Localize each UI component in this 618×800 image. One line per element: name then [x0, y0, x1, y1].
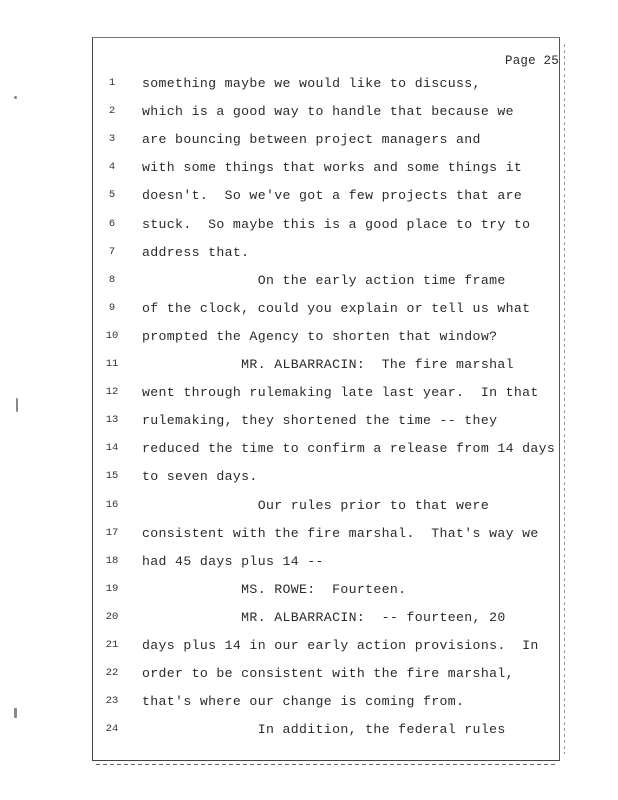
transcript-line: something maybe we would like to discuss,: [142, 76, 481, 91]
line-number: 17: [105, 526, 119, 539]
transcript-line: that's where our change is coming from.: [142, 694, 465, 710]
line-number: 3: [108, 133, 116, 146]
line-number: 23: [105, 695, 119, 708]
transcript-line: order to be consistent with the fire marshal,: [142, 666, 514, 682]
line-number: 20: [105, 610, 119, 623]
transcript-line: stuck. So maybe this is a good place to try to: [142, 216, 531, 232]
transcript-line: MR. ALBARRACIN: The fire marshal: [142, 357, 514, 372]
line-number: 16: [105, 498, 119, 511]
line-number: 14: [105, 442, 119, 455]
line-number: 5: [108, 189, 116, 202]
line-number: 15: [105, 470, 119, 483]
line-number: 13: [105, 414, 119, 427]
line-number: 19: [105, 582, 119, 595]
scan-speck: [14, 708, 17, 718]
line-number: 4: [108, 161, 116, 174]
line-number: 6: [108, 217, 116, 230]
line-number: 12: [105, 386, 119, 399]
transcript-line: are bouncing between project managers and: [142, 132, 481, 148]
scan-speck: [16, 398, 18, 412]
transcript-line: to seven days.: [142, 469, 258, 485]
transcript-line: MS. ROWE: Fourteen.: [142, 581, 407, 597]
transcript-line: with some things that works and some things it: [142, 160, 523, 176]
transcript-line: address that.: [142, 244, 250, 260]
bottom-rule: [96, 764, 558, 765]
transcript-line: On the early action time frame: [142, 272, 506, 288]
line-number: 1: [108, 77, 116, 89]
transcript-line: prompted the Agency to shorten that window?: [142, 328, 498, 344]
transcript-line: In addition, the federal rules: [142, 722, 506, 738]
line-number: 8: [108, 273, 116, 286]
transcript-line: consistent with the fire marshal. That's way we: [142, 525, 539, 541]
transcript-line: doesn't. So we've got a few projects that are: [142, 188, 523, 204]
transcript-line: days plus 14 in our early action provisions. In: [142, 638, 539, 653]
line-number: 24: [105, 723, 119, 736]
line-number: 7: [108, 245, 116, 258]
transcript-line: MR. ALBARRACIN: -- fourteen, 20: [142, 609, 506, 625]
transcript-line: had 45 days plus 14 --: [142, 553, 324, 569]
transcript-line: rulemaking, they shortened the time -- they: [142, 413, 498, 429]
line-number: 2: [108, 105, 116, 118]
line-number: 11: [105, 358, 119, 370]
transcript-line: which is a good way to handle that because we: [142, 104, 514, 120]
transcript-line: went through rulemaking late last year. In that: [142, 385, 539, 401]
transcript-line: Our rules prior to that were: [142, 497, 490, 513]
transcript-line: of the clock, could you explain or tell us what: [142, 300, 531, 316]
line-number: 9: [108, 301, 116, 314]
page-number: Page 25: [505, 54, 559, 68]
line-number: 10: [105, 329, 119, 342]
line-number: 22: [105, 667, 119, 680]
line-number: 21: [105, 639, 119, 651]
transcript-line: reduced the time to confirm a release from 14 days: [142, 441, 556, 457]
line-number: 18: [105, 554, 119, 567]
scan-speck: [14, 96, 17, 99]
